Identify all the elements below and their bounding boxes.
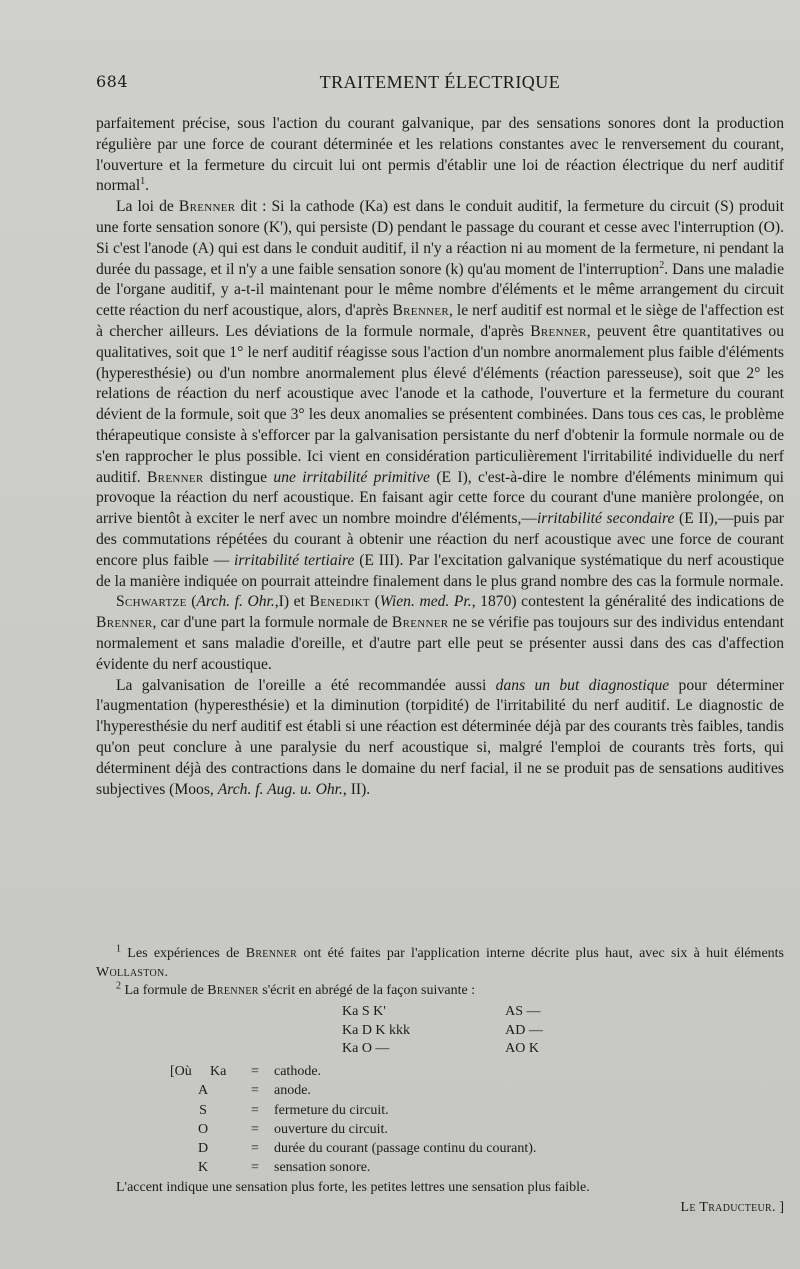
p2-h: (E II),—puis par des commutations répétées du courant à obtenir une réaction du nerf acoustique avec une force de courant encore plus faible — xyxy=(96,510,784,569)
term-but-diagnostique: dans un but diagnostique xyxy=(495,676,670,694)
author-brenner: Brenner xyxy=(146,468,204,486)
translator-signature xyxy=(560,1200,784,1216)
footnote-mark-2: 2 xyxy=(116,980,121,992)
p3-a: ( xyxy=(186,593,197,611)
p3-d: , 1870) contestent la généralité des indications de xyxy=(471,593,785,611)
legend-value: ouverture du circuit. xyxy=(274,1121,388,1137)
p1-end: . xyxy=(145,177,150,195)
legend-key: O xyxy=(197,1121,209,1137)
ref-wien-med-pr: Wien. med. Pr. xyxy=(379,593,472,611)
paragraph-3 xyxy=(96,592,784,675)
legend-eq: = xyxy=(251,1121,259,1137)
term-irritabilite-tertiaire: irritabilité tertiaire xyxy=(234,551,355,569)
author-brenner: Brenner xyxy=(530,322,587,340)
legend-row xyxy=(170,1158,536,1177)
paragraph-4 xyxy=(96,676,784,801)
p2-b: dit : Si la cathode (Ka) est dans le conduit auditif, la fermeture du circuit (S) produit une forte sensation sonore (K'), qui persiste (D) pendant le passage du courant et cesse avec l'interruption (O). Si c'est l'anode (A) qui est dans le conduit auditif, il n'y a réaction ni au moment de la fermeture, ni pendant la durée du passage, et il n'y a une faible sensation sonore (k) qu'au moment de l'interruption xyxy=(96,198,784,278)
brenner-formula xyxy=(246,1003,576,1059)
p4-c: , xyxy=(209,780,218,798)
legend-row xyxy=(170,1139,536,1158)
author-brenner: Brenner xyxy=(391,614,449,632)
author-brenner: Brenner xyxy=(392,302,449,320)
signature-text: Le Traducteur. xyxy=(680,1200,776,1215)
legend-value: anode. xyxy=(274,1083,311,1099)
formula-row xyxy=(246,1003,576,1022)
fn1-b: ont été faites par l'application interne décrite plus haut, avec six à huit éléments xyxy=(297,946,784,961)
accent-note: L'accent indique une sensation plus forte, les petites lettres une sensation plus faible. xyxy=(116,1180,590,1195)
author-brenner: Brenner xyxy=(245,946,298,961)
author-brenner: Brenner xyxy=(178,198,236,216)
name-wollaston: Wollaston xyxy=(96,964,165,980)
p4-d: , II). xyxy=(342,780,371,798)
legend-key: A xyxy=(197,1083,209,1099)
formula-right: AO K xyxy=(505,1041,539,1056)
p3-f: ne se vérifie pas toujours sur des individus entendant normalement et sans maladie d'oreille, et d'autre part elle peut se présenter aussi dans des cas d'affection évidente du nerf acoustique. xyxy=(96,614,784,673)
footnote-1 xyxy=(96,945,784,982)
legend-key: S xyxy=(199,1102,207,1118)
paragraph-2 xyxy=(96,197,784,592)
author-brenner: Brenner xyxy=(207,983,259,998)
paragraph-1 xyxy=(96,114,784,197)
p3-e: , car d'une part la formule normale de xyxy=(152,614,392,632)
legend-row xyxy=(170,1062,536,1081)
p4-b: pour déterminer l'augmentation (hyperesthésie) et la diminution (torpidité) de l'irritabilité du nerf auditif. Le diagnostic de l'hyperesthésie du nerf auditif est établi si une réaction est déterminée déjà par des courants très faibles, tandis qu'on peut conclure à une paralysie du nerf acoustique si, malgré l'emploi de courants très forts, qui déterminent déjà des contractions dans le domaine du nerf facial, il ne se produit pas de sensations auditives subjectives ( xyxy=(96,676,785,798)
legend-row xyxy=(170,1120,536,1139)
signature-bracket: ] xyxy=(775,1200,784,1215)
legend-eq: = xyxy=(251,1083,259,1099)
formula-row xyxy=(246,1040,576,1059)
fn1-a: Les expériences de xyxy=(121,946,246,961)
fn2-b: s'écrit en abrégé de la façon suivante : xyxy=(258,983,476,998)
ref-arch-f-aug: Arch. f. Aug. u. Ohr. xyxy=(217,780,343,798)
formula-left: Ka D K kkk xyxy=(342,1022,411,1038)
legend-eq: = xyxy=(251,1102,259,1118)
legend-eq: = xyxy=(251,1141,259,1157)
author-benedikt: Benedikt xyxy=(309,593,370,611)
fn2-a: La formule de xyxy=(121,983,208,998)
term-irritabilite-primitive: une irritabilité primitive xyxy=(273,468,430,486)
formula-right: AS — xyxy=(505,1004,541,1019)
p2-e: , peuvent être quantitatives ou qualitatives, soit que 1° le nerf auditif réagisse sous l'action d'un nombre anormalement plus faible d'éléments (hyperesthésie) ou d'un nombre anormalement plus élevé d'éléments (réaction paresseuse), soit que 2° les relations de réaction du nerf acoustique avec l'anode et la cathode, l'ouverture et la fermeture du courant dévient de la formule, soit que 3° les deux anomalies se présentent combinées. Dans tous ces cas, le problème thérapeutique consiste à s'efforcer par la galvanisation persistante du nerf d'obtenir la formule normale ou de s'en rapprocher le plus possible. Ici vient en considération particulièrement l'irritabilité individuelle du nerf auditif. xyxy=(96,322,784,486)
legend-key: Ka xyxy=(210,1064,227,1079)
formula-right: AD — xyxy=(505,1022,543,1038)
page-number: 684 xyxy=(96,72,129,91)
p3-c: ( xyxy=(369,593,380,611)
p2-c: . Dans une maladie de l'organe auditif, y a-t-il maintenant pour le même nombre d'éléments et le même arrangement du circuit cette réaction du nerf acoustique, alors, d'après xyxy=(96,260,784,320)
legend-row xyxy=(170,1101,536,1120)
p2-d: , le nerf auditif est normal et le siège de l'affection est à chercher ailleurs. Les déviations de la formule normale, d'après xyxy=(96,302,784,340)
legend-value: fermeture du circuit. xyxy=(274,1102,389,1118)
footnote-ref-2: 2 xyxy=(659,259,665,271)
legend-eq: = xyxy=(251,1160,259,1176)
p2-g: (E I), c'est-à-dire le nombre d'éléments minimum qui provoque la réaction du nerf acoustique. En faisant agir cette force du courant d'une manière prolongée, on arrive bientôt à exciter le nerf avec un nombre moindre d'éléments,— xyxy=(96,468,784,528)
legend-row xyxy=(170,1081,536,1100)
footnote-mark-1: 1 xyxy=(116,943,121,955)
legend-value: sensation sonore. xyxy=(274,1160,371,1176)
formula-left: Ka S K' xyxy=(342,1004,386,1019)
p4-a: La galvanisation de l'oreille a été recommandée aussi xyxy=(116,676,496,694)
p3-b: ,I) et xyxy=(274,593,310,611)
legend-value: durée du courant (passage continu du courant). xyxy=(274,1141,537,1157)
footnote-ref-1: 1 xyxy=(140,176,146,188)
author-brenner: Brenner xyxy=(96,614,153,632)
p2-i: (E III). Par l'excitation galvanique systématique du nerf acoustique de la manière indiquée on pourrait atteindre finalement dans le plus grand nombre des cas la formule normale. xyxy=(96,551,784,590)
legend-eq: = xyxy=(251,1064,259,1079)
footnote-2 xyxy=(96,982,784,1001)
footnotes xyxy=(96,945,784,1001)
p2-a: La loi de xyxy=(116,198,179,216)
p1-text: parfaitement précise, sous l'action du courant galvanique, par des sensations sonores dont la production régulière par une force de courant déterminée et les relations constantes avec le renversement du courant, l'ouverture et la fermeture du circuit lui ont permis d'établir une loi de réaction électrique du nerf auditif normal xyxy=(96,115,784,195)
formula-row xyxy=(246,1022,576,1041)
legend-value: cathode. xyxy=(274,1064,322,1079)
legend-open: [Où xyxy=(170,1064,192,1079)
author-moos: Moos xyxy=(174,780,210,798)
term-irritabilite-secondaire: irritabilité secondaire xyxy=(536,510,675,528)
running-title: TRAITEMENT ÉLECTRIQUE xyxy=(319,72,561,92)
formula-legend xyxy=(170,1062,536,1178)
legend-key: K xyxy=(197,1160,209,1176)
p2-f: distingue xyxy=(203,468,274,486)
author-schwartze: Schwartze xyxy=(116,593,187,611)
ref-arch-f-ohr: Arch. f. Ohr. xyxy=(196,593,275,611)
body-text xyxy=(96,114,784,800)
fn1-end: . xyxy=(164,964,169,980)
legend-key: D xyxy=(197,1141,209,1157)
formula-left: Ka O — xyxy=(342,1041,390,1056)
